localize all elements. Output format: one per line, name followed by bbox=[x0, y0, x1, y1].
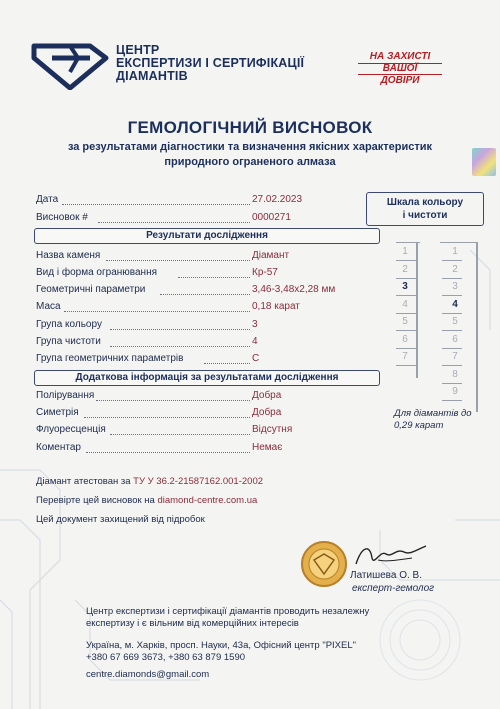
color-scale-level-7: 7 bbox=[402, 351, 408, 362]
color-scale-tick bbox=[396, 278, 416, 279]
stamp-line-2: ВАШОЇ bbox=[382, 63, 418, 74]
dotted-leader bbox=[106, 260, 250, 261]
clarity-scale-tick bbox=[442, 313, 462, 314]
scale-note-line-1: Для діамантів до bbox=[394, 408, 472, 419]
geometry-group-value: С bbox=[252, 353, 260, 364]
protected-notice: Цей документ захищений від підробок bbox=[36, 514, 205, 525]
dotted-leader bbox=[86, 452, 250, 453]
weight-label: Маса bbox=[36, 301, 61, 312]
clarity-scale-level-9: 9 bbox=[452, 386, 458, 397]
dotted-leader bbox=[98, 222, 250, 223]
clarity-scale-tick bbox=[442, 400, 462, 401]
geometry-label: Геометричні параметри bbox=[36, 284, 146, 295]
symmetry-value: Добра bbox=[252, 407, 282, 418]
clarity-scale-line bbox=[476, 242, 478, 412]
scale-note bbox=[394, 408, 488, 432]
report-number-value: 0000271 bbox=[252, 212, 291, 223]
dotted-leader bbox=[204, 363, 250, 364]
additional-heading: Додаткова інформація за результатами дослідження bbox=[34, 370, 380, 386]
scale-title-line-2: і чистоти bbox=[402, 210, 448, 221]
clarity-scale-level-3: 3 bbox=[452, 281, 458, 292]
comment-label: Коментар bbox=[36, 442, 81, 453]
dotted-leader bbox=[178, 277, 250, 278]
date-label: Дата bbox=[36, 194, 59, 205]
clarity-scale-tick bbox=[442, 365, 462, 366]
fluorescence-label: Флуоресценція bbox=[36, 424, 106, 435]
attest-line bbox=[36, 476, 263, 487]
date-value: 27.02.2023 bbox=[252, 194, 303, 205]
subtitle-line-2: природного ограненого алмаза bbox=[164, 156, 336, 168]
dotted-leader bbox=[110, 346, 250, 347]
clarity-scale-level-4: 4 bbox=[452, 298, 458, 310]
brand-line-2: ЕКСПЕРТИЗИ І СЕРТИФІКАЦІЇ bbox=[116, 56, 305, 70]
scale-title-line-1: Шкала кольору bbox=[386, 197, 464, 208]
color-scale-level-1: 1 bbox=[402, 246, 408, 257]
footer-contacts bbox=[86, 640, 356, 681]
brand-line-3: ДІАМАНТІВ bbox=[116, 69, 188, 83]
clarity-scale-tick bbox=[442, 278, 462, 279]
clarity-scale-level-8: 8 bbox=[452, 368, 458, 380]
footer-line-2: експертизу і є вільним від комерційних інтересів bbox=[86, 618, 299, 629]
color-scale-level-3: 3 bbox=[402, 281, 408, 292]
polish-label: Полірування bbox=[36, 390, 95, 401]
color-scale-line bbox=[416, 242, 418, 378]
dotted-leader bbox=[110, 434, 250, 435]
clarity-scale-level-1: 1 bbox=[452, 246, 458, 257]
dotted-leader bbox=[96, 400, 250, 401]
clarity-scale-level-6: 6 bbox=[452, 333, 458, 345]
subtitle-line-1: за результатами діагностики та визначення якісних характеристик bbox=[67, 141, 433, 153]
clarity-group-value: 4 bbox=[252, 336, 258, 347]
clarity-scale-tick bbox=[442, 330, 462, 331]
verify-link[interactable]: diamond-centre.com.ua bbox=[157, 495, 258, 506]
clarity-scale-tick bbox=[442, 348, 462, 349]
stone-name-label: Назва каменя bbox=[36, 250, 101, 261]
cut-type-label: Вид і форма огранювання bbox=[36, 267, 158, 278]
dotted-leader bbox=[62, 204, 250, 205]
footer-email[interactable]: centre.diamonds@gmail.com bbox=[86, 669, 210, 680]
diamond-logo-icon bbox=[30, 42, 110, 90]
footer-phones: +380 67 669 3673, +380 63 879 1590 bbox=[86, 652, 246, 663]
color-scale-level-2: 2 bbox=[402, 263, 408, 275]
symmetry-label: Симетрія bbox=[36, 407, 79, 418]
weight-value: 0,18 карат bbox=[252, 301, 300, 312]
color-scale-tick bbox=[396, 295, 416, 296]
cut-type-value: Кр-57 bbox=[252, 267, 278, 278]
brand-name bbox=[116, 44, 304, 83]
slogan-stamp bbox=[358, 52, 442, 84]
color-scale-tick bbox=[396, 313, 416, 314]
clarity-group-label: Група чистоти bbox=[36, 336, 101, 347]
dotted-leader bbox=[84, 417, 250, 418]
color-scale-level-5: 5 bbox=[402, 316, 408, 327]
scale-title-box bbox=[366, 192, 484, 226]
geometry-value: 3,46-3,48х2,28 мм bbox=[252, 284, 336, 295]
clarity-scale-tick bbox=[442, 295, 462, 296]
color-scale-level-6: 6 bbox=[402, 333, 408, 345]
clarity-scale-tick bbox=[442, 260, 462, 261]
footer-statement bbox=[86, 606, 369, 630]
brand-line-1: ЦЕНТР bbox=[116, 43, 160, 57]
comment-value: Немає bbox=[252, 442, 283, 453]
stamp-line-3: ДОВІРИ bbox=[358, 74, 442, 86]
geometry-group-label: Група геометричних параметрів bbox=[36, 353, 184, 364]
color-scale-tick bbox=[396, 330, 416, 331]
document-subtitle bbox=[20, 140, 480, 170]
clarity-scale-tick bbox=[442, 383, 462, 384]
polish-value: Добра bbox=[252, 390, 282, 401]
color-group-label: Група кольору bbox=[36, 319, 102, 330]
dotted-leader bbox=[110, 329, 250, 330]
signer-name: Латишева О. В. bbox=[350, 570, 422, 581]
report-number-label: Висновок # bbox=[36, 212, 88, 223]
clarity-scale-level-7: 7 bbox=[452, 351, 458, 362]
dotted-leader bbox=[160, 294, 250, 295]
color-scale-tick bbox=[396, 348, 416, 349]
color-scale-tick bbox=[396, 260, 416, 261]
verify-line bbox=[36, 495, 257, 506]
color-scale-tick bbox=[396, 365, 416, 366]
clarity-scale-level-5: 5 bbox=[452, 316, 458, 327]
stone-name-value: Діамант bbox=[252, 250, 290, 261]
document-title: ГЕМОЛОГІЧНИЙ ВИСНОВОК bbox=[127, 118, 373, 137]
scale-note-line-2: 0,29 карат bbox=[394, 420, 444, 431]
signature-icon bbox=[352, 540, 432, 570]
results-heading: Результати дослідження bbox=[34, 228, 380, 244]
attest-prefix: Діамант атестован за bbox=[36, 476, 131, 487]
scale-top-rule bbox=[396, 242, 420, 243]
footer-address: Україна, м. Харків, просп. Науки, 43а, Офісний центр "PIXEL" bbox=[86, 640, 357, 651]
gold-seal-icon bbox=[300, 540, 348, 588]
verify-prefix: Перевірте цей висновок на bbox=[36, 495, 155, 506]
signer-role: експерт-гемолог bbox=[352, 583, 435, 594]
scale-top-rule bbox=[440, 242, 478, 243]
color-group-value: 3 bbox=[252, 319, 258, 330]
stamp-line-1: НА ЗАХИСТІ bbox=[358, 52, 442, 64]
clarity-scale-level-2: 2 bbox=[452, 263, 458, 275]
fluorescence-value: Відсутня bbox=[252, 424, 293, 435]
attest-standard: ТУ У 36.2-21587162.001-2002 bbox=[133, 476, 264, 487]
dotted-leader bbox=[64, 311, 250, 312]
footer-line-1: Центр експертизи і сертифікації діамантів проводить незалежну bbox=[86, 606, 370, 617]
color-scale-level-4: 4 bbox=[402, 298, 408, 310]
